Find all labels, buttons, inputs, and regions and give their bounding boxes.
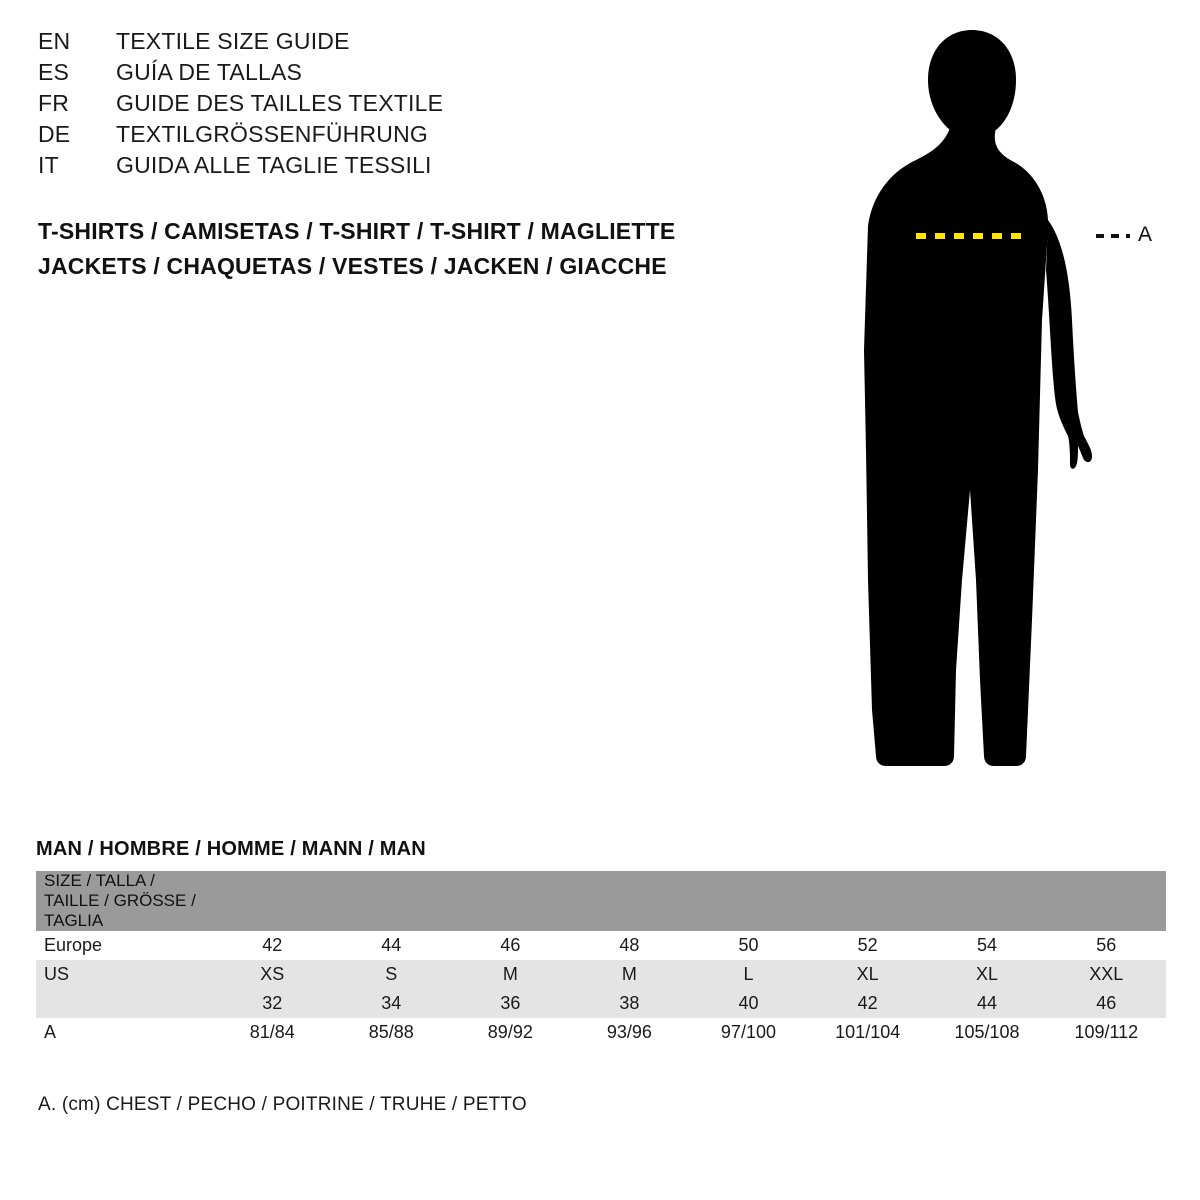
language-text: TEXTILE SIZE GUIDE [116, 28, 350, 54]
table-cell: M [570, 960, 689, 989]
table-cell: S [332, 960, 451, 989]
table-cell: 38 [570, 989, 689, 1018]
table-cell: 46 [1047, 989, 1166, 1018]
table-cell: L [689, 960, 808, 989]
table-cell: 85/88 [332, 1018, 451, 1047]
table-cell: 36 [451, 989, 570, 1018]
row-label: Europe [36, 931, 213, 960]
table-cell: XL [808, 960, 927, 989]
table-cell: 101/104 [808, 1018, 927, 1047]
language-text: GUÍA DE TALLAS [116, 59, 303, 85]
language-row [38, 90, 758, 121]
language-text: GUIDE DES TAILLES TEXTILE [116, 90, 444, 116]
row-label: A [36, 1018, 213, 1047]
table-cell: 54 [927, 931, 1046, 960]
language-code: ES [38, 59, 70, 85]
table-cell: 89/92 [451, 1018, 570, 1047]
language-text: TEXTILGRÖSSENFÜHRUNG [116, 121, 428, 147]
category-jackets: JACKETS / CHAQUETAS / VESTES / JACKEN / GIACCHE [38, 253, 667, 279]
table-row [36, 1018, 1166, 1047]
table-cell: 40 [689, 989, 808, 1018]
table-group-title: MAN / HOMBRE / HOMME / MANN / MAN [36, 838, 426, 860]
language-code: DE [38, 121, 71, 147]
table-cell: 42 [213, 931, 332, 960]
table-cell: 93/96 [570, 1018, 689, 1047]
body-silhouette-figure [820, 20, 1180, 780]
garment-categories [38, 218, 938, 288]
table-cell: XS [213, 960, 332, 989]
table-cell: XL [927, 960, 1046, 989]
table-cell: 97/100 [689, 1018, 808, 1047]
row-label: US [36, 960, 213, 989]
row-label [36, 989, 213, 1018]
language-code: FR [38, 90, 70, 116]
language-row [38, 121, 758, 152]
language-row [38, 152, 758, 183]
table-row [36, 989, 1166, 1018]
silhouette-body [864, 128, 1048, 766]
language-row [38, 28, 758, 59]
table-cell: 81/84 [213, 1018, 332, 1047]
silhouette-arm [1046, 220, 1092, 469]
language-list [38, 28, 758, 183]
table-cell: 50 [689, 931, 808, 960]
table-cell: 34 [332, 989, 451, 1018]
table-header-row [36, 871, 1166, 931]
language-code: EN [38, 28, 71, 54]
category-tshirts: T-SHIRTS / CAMISETAS / T-SHIRT / T-SHIRT / MAGLIETTE [38, 218, 676, 244]
language-text: GUIDA ALLE TAGLIE TESSILI [116, 152, 432, 178]
table-cell: 52 [808, 931, 927, 960]
table-cell: 48 [570, 931, 689, 960]
size-table-section [36, 838, 1166, 1047]
table-cell: 44 [927, 989, 1046, 1018]
table-cell: 42 [808, 989, 927, 1018]
table-cell: 56 [1047, 931, 1166, 960]
table-header-label: SIZE / TALLA / TAILLE / GRÖSSE / TAGLIA [36, 871, 213, 931]
table-cell: M [451, 960, 570, 989]
table-cell: 109/112 [1047, 1018, 1166, 1047]
size-table [36, 871, 1166, 1047]
table-cell: 46 [451, 931, 570, 960]
table-row [36, 931, 1166, 960]
chest-measure-label: A [1138, 223, 1153, 246]
table-row [36, 960, 1166, 989]
table-footnote: A. (cm) CHEST / PECHO / POITRINE / TRUHE / PETTO [38, 1094, 527, 1115]
table-cell: 32 [213, 989, 332, 1018]
silhouette-head [928, 30, 1016, 130]
table-cell: 105/108 [927, 1018, 1046, 1047]
table-cell: XXL [1047, 960, 1166, 989]
table-cell: 44 [332, 931, 451, 960]
language-row [38, 59, 758, 90]
language-code: IT [38, 152, 59, 178]
